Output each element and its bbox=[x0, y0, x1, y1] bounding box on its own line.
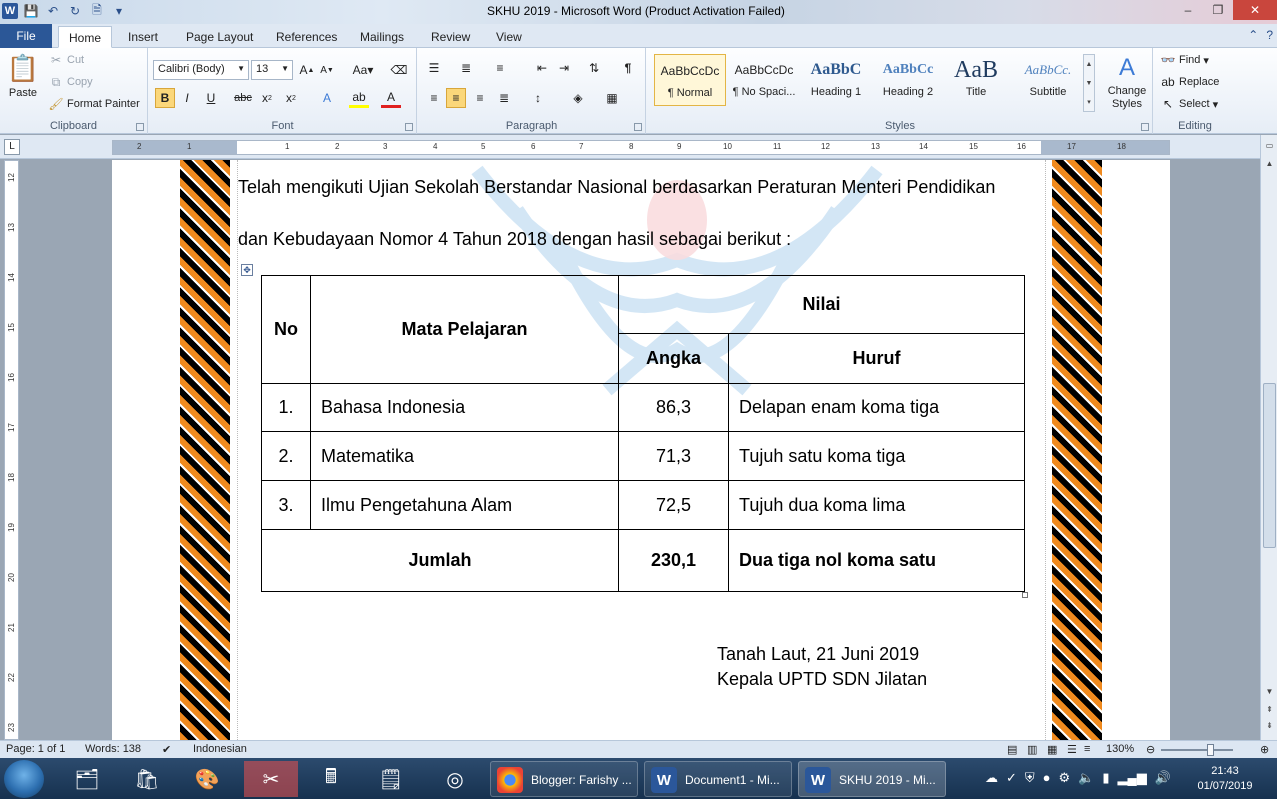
clipboard-group bbox=[0, 48, 148, 134]
paragraph-group bbox=[418, 48, 646, 134]
customize-qat-icon[interactable]: ▾ bbox=[115, 4, 123, 18]
paragraph-line-1[interactable]: Telah mengikuti Ujian Sekolah Berstandar Nasional berdasarkan Peraturan Menteri Pendidikan bbox=[238, 177, 996, 197]
bold-button[interactable]: B bbox=[155, 88, 175, 108]
scroll-down-icon[interactable]: ▼ bbox=[1265, 687, 1274, 696]
chevron-down-icon: ▼ bbox=[281, 64, 289, 73]
copy-icon: ⧉ bbox=[51, 74, 61, 89]
header-subject: Mata Pelajaran bbox=[311, 276, 619, 384]
font-group-label: Font bbox=[271, 120, 294, 132]
change-case-icon[interactable]: Aa▾ bbox=[352, 63, 374, 77]
format-painter-button[interactable]: 🖌 Format Painter bbox=[48, 97, 140, 111]
title-bar bbox=[0, 0, 1277, 24]
word-icon[interactable]: W bbox=[2, 3, 18, 19]
tab-view[interactable]: View bbox=[496, 30, 522, 44]
styles-gallery-scroll[interactable]: ▲ ▼ ▾ bbox=[1083, 54, 1095, 112]
grow-font-icon[interactable]: A ▲ bbox=[299, 63, 315, 77]
font-color-icon[interactable]: A bbox=[381, 88, 401, 108]
header-nilai: Nilai bbox=[619, 276, 1025, 334]
row-angka: 86,3 bbox=[619, 384, 729, 432]
editing-group bbox=[1154, 48, 1236, 134]
proofing-icon[interactable]: ✔ bbox=[162, 744, 172, 756]
close-button[interactable]: ✕ bbox=[1233, 0, 1277, 20]
help-icon[interactable]: ? bbox=[1266, 28, 1273, 42]
vertical-ruler[interactable]: 12 13 14 15 16 17 18 19 20 21 22 23 bbox=[4, 160, 19, 740]
header-no: No bbox=[262, 276, 311, 384]
table-resize-handle[interactable] bbox=[1022, 592, 1028, 598]
page-count[interactable]: Page: 1 of 1 bbox=[6, 743, 66, 755]
cut-button[interactable]: ✂ Cut bbox=[48, 52, 84, 68]
file-explorer-icon[interactable]: 🗂 bbox=[74, 768, 100, 791]
next-page-icon[interactable]: ⇟ bbox=[1266, 721, 1273, 730]
outline-icon[interactable]: ☰ bbox=[1067, 744, 1077, 756]
select-button[interactable]: ↖ Select ▾ bbox=[1160, 96, 1218, 112]
minimize-button[interactable]: – bbox=[1184, 3, 1192, 17]
signature-place-date[interactable]: Tanah Laut, 21 Juni 2019 bbox=[717, 644, 920, 664]
restore-button[interactable]: ❐ bbox=[1212, 3, 1224, 17]
document-page[interactable] bbox=[112, 160, 1170, 740]
print-preview-icon[interactable]: 🗎 bbox=[92, 2, 102, 17]
copy-button[interactable]: ⧉ Copy bbox=[48, 74, 93, 90]
justify-icon[interactable]: ≣ bbox=[498, 91, 510, 105]
grades-table[interactable] bbox=[261, 275, 1025, 592]
ruler-row bbox=[0, 135, 1277, 159]
row-subject: Bahasa Indonesia bbox=[311, 384, 619, 432]
row-no: 3. bbox=[262, 481, 311, 530]
underline-button[interactable]: U bbox=[206, 91, 216, 105]
clock-date: 01/07/2019 bbox=[1197, 780, 1253, 792]
numbering-icon[interactable]: ≣ bbox=[460, 61, 472, 75]
decrease-indent-icon[interactable]: ⇤ bbox=[536, 61, 548, 75]
replace-icon: ab bbox=[1161, 75, 1175, 89]
row-huruf: Delapan enam koma tiga bbox=[729, 384, 1025, 432]
scroll-up-icon[interactable]: ▲ bbox=[1265, 159, 1274, 168]
align-center-icon[interactable]: ≡ bbox=[446, 88, 466, 108]
cursor-icon: ↖ bbox=[1162, 97, 1174, 111]
row-no: 2. bbox=[262, 432, 311, 481]
change-styles-button[interactable]: A Change Styles bbox=[1107, 53, 1147, 110]
subscript-button[interactable]: x 2 bbox=[262, 91, 272, 105]
clipboard-launcher-icon[interactable] bbox=[136, 123, 144, 131]
table-row[interactable] bbox=[262, 432, 1025, 481]
italic-button[interactable]: I bbox=[185, 91, 189, 105]
clear-formatting-icon[interactable]: ⌫ bbox=[390, 63, 408, 77]
highlight-icon[interactable]: ab bbox=[349, 88, 369, 108]
vertical-scrollbar[interactable] bbox=[1260, 135, 1277, 740]
volume-icon[interactable]: 🔈 bbox=[1078, 770, 1095, 785]
borders-icon[interactable]: ▦ bbox=[606, 91, 618, 105]
scissors-icon: ✂ bbox=[50, 53, 62, 67]
total-label: Jumlah bbox=[262, 530, 619, 592]
signature-title[interactable]: Kepala UPTD SDN Jilatan bbox=[717, 669, 928, 689]
zoom-slider-knob[interactable] bbox=[1207, 744, 1214, 756]
superscript-button[interactable]: x 2 bbox=[286, 91, 296, 105]
styles-group-label: Styles bbox=[885, 120, 915, 132]
previous-page-icon[interactable]: ⇞ bbox=[1266, 705, 1273, 714]
bullets-icon[interactable]: ☰ bbox=[428, 61, 440, 75]
snipping-tool-icon[interactable]: ✂ bbox=[244, 761, 298, 797]
horizontal-ruler[interactable]: 2 1 1 2 3 4 5 6 7 8 9 10 11 12 13 14 15 16 17 18 bbox=[112, 140, 1170, 155]
tab-references[interactable]: References bbox=[276, 30, 338, 44]
tab-insert[interactable]: Insert bbox=[128, 30, 159, 44]
cloud-icon[interactable]: ☁ bbox=[985, 770, 998, 785]
total-angka: 230,1 bbox=[619, 530, 729, 592]
style-subtitle[interactable]: AaBbCc. Subtitle bbox=[1024, 62, 1072, 98]
quick-access-toolbar bbox=[2, 2, 128, 20]
align-right-icon[interactable]: ≡ bbox=[476, 91, 484, 105]
taskbar-chrome[interactable]: Blogger: Farishy ... bbox=[490, 761, 638, 797]
speaker-icon[interactable]: 🔊 bbox=[1154, 770, 1171, 785]
font-size-select[interactable]: 13 ▼ bbox=[251, 60, 293, 80]
line-spacing-icon[interactable]: ↕ bbox=[535, 91, 541, 105]
word-icon: W bbox=[805, 767, 831, 793]
align-left-icon[interactable]: ≡ bbox=[430, 91, 438, 105]
binoculars-icon: 👓 bbox=[1160, 53, 1176, 67]
row-angka: 72,5 bbox=[619, 481, 729, 530]
tab-home[interactable]: Home bbox=[58, 26, 112, 48]
word-icon: W bbox=[651, 767, 677, 793]
tab-selector-icon[interactable]: L bbox=[4, 139, 20, 155]
header-huruf: Huruf bbox=[729, 334, 1025, 384]
multilevel-list-icon[interactable]: ≡ bbox=[496, 61, 504, 75]
header-angka: Angka bbox=[619, 334, 729, 384]
window-title: SKHU 2019 - Microsoft Word (Product Activation Failed) bbox=[487, 4, 785, 18]
taskbar bbox=[0, 758, 1277, 799]
notes-icon[interactable]: 🗒 bbox=[378, 768, 404, 791]
style-normal[interactable]: AaBbCcDc ¶ Normal bbox=[654, 54, 726, 106]
clipboard-group-label: Clipboard bbox=[49, 120, 98, 132]
calculator-icon[interactable]: 🖩 bbox=[325, 766, 337, 788]
start-button[interactable] bbox=[4, 760, 44, 798]
font-family-select[interactable]: Calibri (Body) ▼ bbox=[153, 60, 249, 80]
shield-icon[interactable]: ⛨ bbox=[1024, 770, 1035, 785]
styles-launcher-icon[interactable] bbox=[1141, 123, 1149, 131]
paragraph-group-label: Paragraph bbox=[505, 120, 558, 132]
show-marks-icon[interactable]: ¶ bbox=[624, 61, 632, 75]
web-layout-icon[interactable]: ▦ bbox=[1047, 744, 1058, 756]
font-group bbox=[149, 48, 417, 134]
editing-group-label: Editing bbox=[1178, 120, 1212, 132]
orange-circle-icon[interactable]: ● bbox=[1042, 770, 1051, 785]
styles-group bbox=[648, 48, 1153, 134]
ribbon bbox=[0, 48, 1277, 134]
shrink-font-icon[interactable]: A ▼ bbox=[320, 64, 334, 76]
tab-page-layout[interactable]: Page Layout bbox=[186, 30, 254, 44]
paint-icon[interactable]: 🎨 bbox=[194, 768, 220, 791]
minimize-ribbon-icon[interactable]: ⌃ bbox=[1248, 28, 1259, 42]
system-tray bbox=[985, 770, 1171, 786]
table-move-handle-icon[interactable]: ✥ bbox=[241, 264, 253, 276]
strikethrough-button[interactable]: abc bbox=[234, 92, 252, 104]
shading-icon[interactable]: ◈ bbox=[573, 91, 583, 105]
style-heading-1[interactable]: AaBbC Heading 1 bbox=[810, 61, 862, 98]
language[interactable]: Indonesian bbox=[193, 743, 247, 755]
ruler-toggle-icon[interactable]: ▭ bbox=[1265, 141, 1274, 150]
redo-icon[interactable]: ↻ bbox=[69, 4, 81, 18]
document-area[interactable] bbox=[20, 160, 1260, 740]
chevron-down-icon: ▼ bbox=[237, 64, 245, 73]
replace-button[interactable]: ab Replace bbox=[1161, 75, 1220, 89]
zoom-slider[interactable] bbox=[1161, 749, 1233, 751]
battery-icon[interactable]: ▮ bbox=[1102, 770, 1110, 785]
table-row[interactable] bbox=[262, 481, 1025, 530]
draft-icon[interactable]: ≡ bbox=[1084, 743, 1091, 755]
system-clock[interactable] bbox=[1190, 764, 1260, 794]
zoom-in-icon[interactable]: ⊕ bbox=[1260, 744, 1270, 756]
paragraph-line-2[interactable]: dan Kebudayaan Nomor 4 Tahun 2018 dengan hasil sebagai berikut : bbox=[238, 229, 792, 249]
scroll-thumb[interactable] bbox=[1263, 383, 1276, 548]
row-huruf: Tujuh satu koma tiga bbox=[729, 432, 1025, 481]
row-subject: Matematika bbox=[311, 432, 619, 481]
total-huruf: Dua tiga nol koma satu bbox=[729, 530, 1025, 592]
paste-button[interactable]: 📋 Paste bbox=[6, 52, 40, 99]
change-styles-icon: A bbox=[1118, 53, 1135, 81]
zoom-out-icon[interactable]: ⊖ bbox=[1146, 744, 1156, 756]
table-row[interactable] bbox=[262, 384, 1025, 432]
sort-icon[interactable]: ⇅ bbox=[588, 61, 600, 75]
clock-time: 21:43 bbox=[1211, 765, 1239, 777]
style-no-spacing[interactable]: AaBbCcDc ¶ No Spaci... bbox=[732, 63, 796, 98]
row-angka: 71,3 bbox=[619, 432, 729, 481]
taskbar-document1[interactable]: W Document1 - Mi... bbox=[644, 761, 792, 797]
text-effects-icon[interactable]: A bbox=[322, 91, 331, 105]
style-title[interactable]: AaB Title bbox=[954, 56, 998, 98]
tab-mailings[interactable]: Mailings bbox=[360, 30, 405, 44]
undo-icon[interactable]: ↶ bbox=[47, 4, 59, 18]
paragraph-launcher-icon[interactable] bbox=[634, 123, 642, 131]
taskbar-skhu[interactable]: W SKHU 2019 - Mi... bbox=[798, 761, 946, 797]
print-layout-icon[interactable]: ▤ bbox=[1007, 744, 1018, 756]
full-screen-reading-icon[interactable]: ▥ bbox=[1027, 744, 1038, 756]
signal-icon[interactable]: ▂▄▆ bbox=[1117, 770, 1147, 785]
tab-file[interactable]: File bbox=[0, 24, 52, 48]
checkmark-icon[interactable]: ✓ bbox=[1006, 770, 1017, 785]
style-heading-2[interactable]: AaBbCc Heading 2 bbox=[882, 62, 934, 98]
store-icon[interactable]: 🛍 bbox=[134, 768, 160, 791]
network-icon[interactable]: ◎ bbox=[446, 768, 464, 791]
page-border-right bbox=[1052, 160, 1102, 740]
paste-icon: 📋 bbox=[6, 52, 40, 83]
zoom-level[interactable]: 130% bbox=[1106, 743, 1135, 755]
status-bar bbox=[0, 740, 1277, 758]
paintbrush-icon: 🖌 bbox=[48, 97, 64, 111]
row-huruf: Tujuh dua koma lima bbox=[729, 481, 1025, 530]
ribbon-tabs bbox=[0, 24, 1277, 48]
chrome-icon bbox=[497, 767, 523, 793]
font-launcher-icon[interactable] bbox=[405, 123, 413, 131]
row-subject: Ilmu Pengetahuna Alam bbox=[311, 481, 619, 530]
tab-review[interactable]: Review bbox=[431, 30, 471, 44]
total-row[interactable] bbox=[262, 530, 1025, 592]
page-border-left bbox=[180, 160, 230, 740]
row-no: 1. bbox=[262, 384, 311, 432]
save-icon[interactable]: 💾 bbox=[23, 4, 39, 18]
settings-icon[interactable]: ⚙ bbox=[1058, 770, 1071, 785]
increase-indent-icon[interactable]: ⇥ bbox=[558, 61, 570, 75]
word-count[interactable]: Words: 138 bbox=[85, 743, 142, 755]
find-button[interactable]: 👓 Find ▾ bbox=[1160, 53, 1209, 67]
